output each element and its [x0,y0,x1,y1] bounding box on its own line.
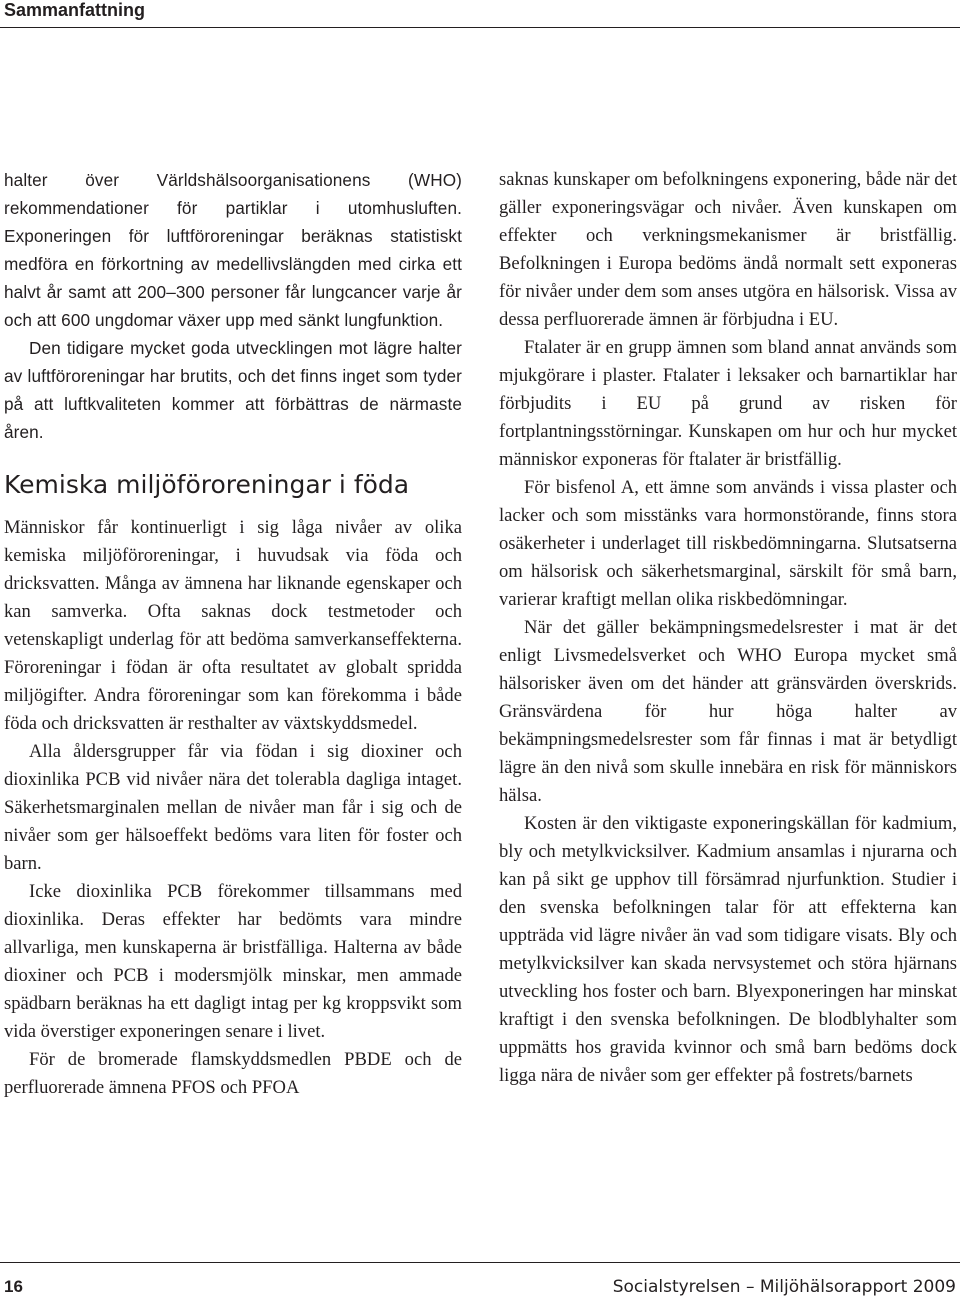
publication-source: Socialstyrelsen – Miljöhälsorapport 2009 [612,1277,956,1297]
paragraph: Ftalater är en grupp ämnen som bland annat används som mjukgörare i plaster. Ftalater i leksaker och barnartiklar har förbjudits i EU på grund av risken för fortplantningsstörningar. Kunskapen om hur och hur mycket människor exponeras för ftalater är bristfällig. [499,337,957,470]
left-column [4,166,462,1102]
paragraph: saknas kunskaper om befolkningens exponering, både när det gäller exponeringsvägar och nivåer. Även kunskapen om effekter och verkningsmekanismer är bristfällig. Befolkningen i Europa bedöms ändå normalt sett exponeras för nivåer under dem som anses utgöra en hälsorisk. Vissa av dessa perfluorerade ämnen är förbjudna i EU. [499,169,957,330]
section-heading: Kemiska miljöföroreningar i föda [4,470,410,499]
page-footer [0,1262,960,1303]
paragraph: Människor får kontinuerligt i sig låga nivåer av olika kemiska miljöföroreningar, i huvudsak via föda och dricksvatten. Många av ämnena har liknande egenskaper och kan samverka. Ofta saknas dock testmetoder och vetenskapligt underlag för att bedöma samverkanseffekterna. Föroreningar i födan är ofta resultatet av globalt spridda miljögifter. Andra föroreningar som kan förekomma i både föda och dricksvatten är resthalter av växtskyddsmedel. [4,517,462,734]
paragraph: Kosten är den viktigaste exponeringskällan för kadmium, bly och metylkvicksilver. Kadmium ansamlas i njurarna och kan på sikt ge upphov till försämrad njurfunktion. Studier i den svenska befolkningen talar för att effekterna kan uppträda vid lägre nivåer än vad som tidigare visats. Bly och metylkvicksilver kan skada nervsystemet och störa hjärnans utveckling hos foster och barn. Blyexponeringen har minskat kraftigt i den svenska befolkningen. De blodblyhalter som uppmätts hos gravida kvinnor och små barn bedöms dock ligga nära de nivåer som ger effekter på fostrets/barnets [499,813,957,1086]
page-header [0,0,960,28]
paragraph: Alla åldersgrupper får via födan i sig dioxiner och dioxinlika PCB vid nivåer nära det tolerabla dagliga intaget. Säkerhetsmarginalen mellan de nivåer man får i sig och de nivåer som ger hälsoeffekt bedöms vara liten för foster och barn. [4,741,462,874]
right-column [499,166,957,1090]
paragraph: För bisfenol A, ett ämne som används i vissa plaster och lacker och som misstänks vara hormonstörande, finns stora osäkerheter i underlaget till riskbedömningarna. Slutsatserna om hälsorisk och säkerhetsmarginal, särskilt för små barn, varierar kraftigt mellan olika riskbedömningar. [499,477,957,610]
paragraph: Den tidigare mycket goda utvecklingen mot lägre halter av luftföroreningar har brutits, och det finns inget som tyder på att luftkvaliteten kommer att förbättras de närmaste åren. [4,338,462,442]
paragraph: När det gäller bekämpningsmedelsrester i mat är det enligt Livsmedelsverket och WHO Europa mycket små hälsorisker även om det händer att gränsvärden överskrids. Gränsvärdena för hur höga halter av bekämpningsmedelsrester som får finnas i mat är betydligt lägre än den nivå som skulle innebära en risk för människors hälsa. [499,617,957,806]
page-number: 16 [4,1277,23,1296]
paragraph: Icke dioxinlika PCB förekommer tillsammans med dioxinlika. Deras effekter har bedömts vara mindre allvarliga, men kunskaperna är bristfälliga. Halterna av både dioxiner och PCB i modersmjölk minskar, men ammade spädbarn beräknas ha ett dagligt intag per kg kroppsvikt som vida överstiger exponeringen senare i livet. [4,881,462,1042]
section-title: Sammanfattning [4,0,146,20]
paragraph: halter över Världshälsoorganisationens (WHO) rekommendationer för partiklar i utomhusluften. Exponeringen för luftföroreningar beräknas statistiskt medföra en förkortning av medellivslängden med cirka ett halvt år samt att 200–300 personer får lungcancer varje år och att 600 ungdomar växer upp med sänkt lungfunktion. [4,170,462,330]
paragraph: För de bromerade flamskyddsmedlen PBDE och de perfluorerade ämnena PFOS och PFOA [4,1049,462,1098]
